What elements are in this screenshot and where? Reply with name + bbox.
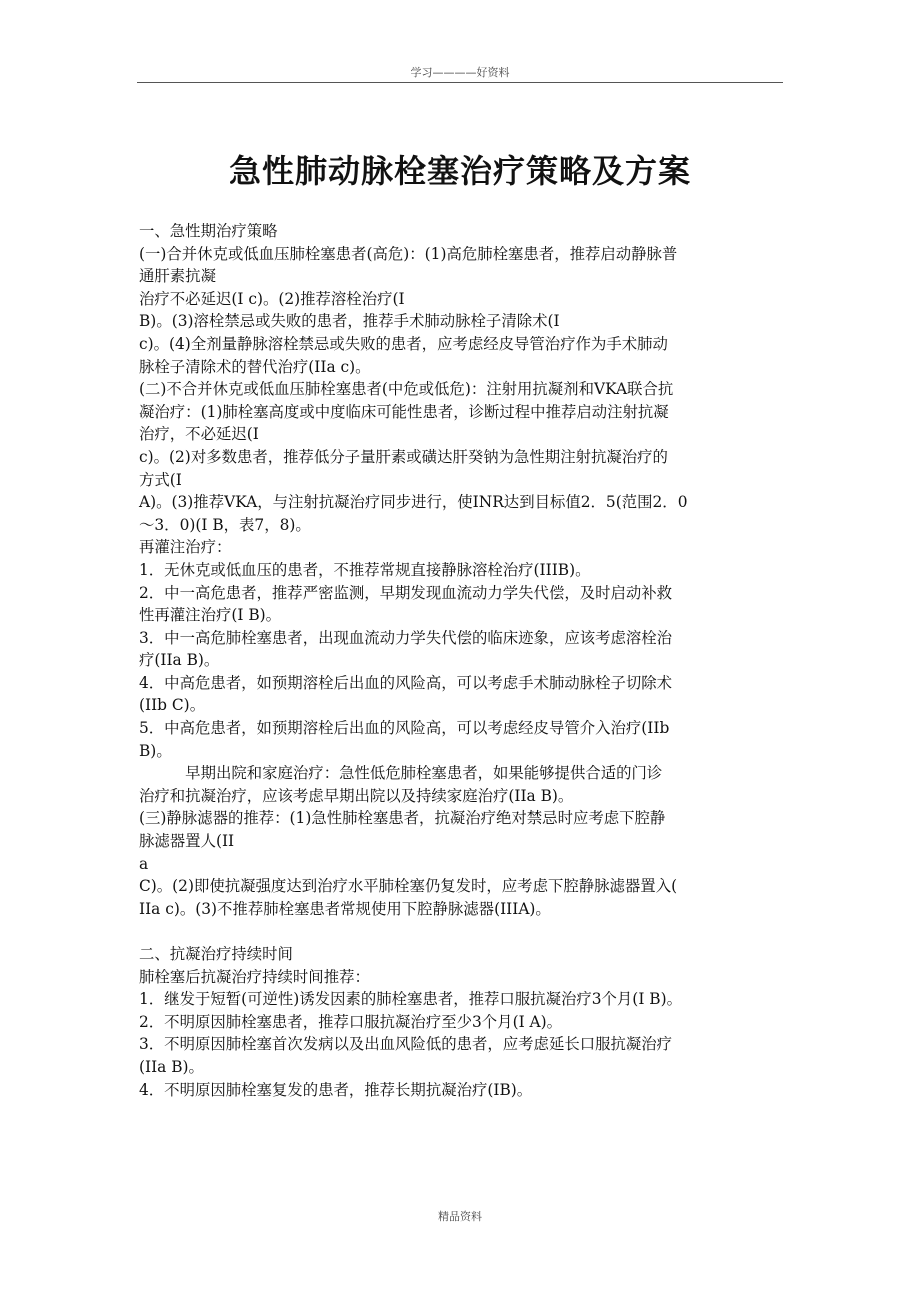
body-line: 1．继发于短暂(可逆性)诱发因素的肺栓塞患者，推荐口服抗凝治疗3个月(I B)。 <box>139 990 682 1009</box>
body-line: B)。(3)溶栓禁忌或失败的患者，推荐手术肺动脉栓子清除术(I <box>139 312 560 331</box>
body-line: 1．无休克或低血压的患者，不推荐常规直接静脉溶栓治疗(IIIB)。 <box>139 560 591 579</box>
body-line: 早期出院和家庭治疗：急性低危肺栓塞患者，如果能够提供合适的门诊 <box>139 764 663 783</box>
body-line: A)。(3)推荐VKA，与注射抗凝治疗同步进行，使INR达到目标值2．5(范围2．0 <box>139 493 688 512</box>
body-line: 脉栓子清除术的替代治疗(IIa c)。 <box>139 357 371 376</box>
body-line: a <box>139 854 149 873</box>
body-line: (一)合并休克或低血压肺栓塞患者(高危)：(1)高危肺栓塞患者，推荐启动静脉普 <box>139 244 678 263</box>
document-title: 急性肺动脉栓塞治疗策略及方案 <box>228 152 691 190</box>
body-line: 一、急性期治疗策略 <box>139 222 278 240</box>
body-line: 2．不明原因肺栓塞患者，推荐口服抗凝治疗至少3个月(I A)。 <box>139 1012 563 1031</box>
page-header: 学习————好资料 <box>137 64 783 83</box>
body-line: 治疗和抗凝治疗，应该考虑早期出院以及持续家庭治疗(IIa B)。 <box>139 786 574 805</box>
body-line: B)。 <box>139 741 172 760</box>
body-line: 4．不明原因肺栓塞复发的患者，推荐长期抗凝治疗(IB)。 <box>139 1080 533 1099</box>
body-line: 二、抗凝治疗持续时间 <box>139 945 293 963</box>
body-line: 通肝素抗凝 <box>139 267 216 286</box>
body-line: 4．中高危患者，如预期溶栓后出血的风险高，可以考虑手术肺动脉栓子切除术 <box>139 673 673 692</box>
body-line: c)。(4)全剂量静脉溶栓禁忌或失败的患者，应考虑经皮导管治疗作为手术肺动 <box>139 334 668 353</box>
body-line: 脉滤器置人(II <box>139 832 235 851</box>
body-line: 治疗，不必延迟(I <box>139 425 259 444</box>
body-line: 3．不明原因肺栓塞首次发病以及出血风险低的患者，应考虑延长口服抗凝治疗 <box>139 1035 673 1054</box>
body-line: (IIa B)。 <box>139 1057 204 1076</box>
body-line: 3．中一高危肺栓塞患者，出现血流动力学失代偿的临床迹象，应该考虑溶栓治 <box>139 628 673 647</box>
body-line: 再灌注治疗： <box>139 538 232 557</box>
body-line: (IIb C)。 <box>139 696 206 715</box>
body-line <box>139 920 784 943</box>
body-line: 肺栓塞后抗凝治疗持续时间推荐： <box>139 967 370 986</box>
body-line: C)。(2)即使抗凝强度达到治疗水平肺栓塞仍复发时，应考虑下腔静脉滤器置入( <box>139 877 678 896</box>
body-line: 治疗不必延迟(I c)。(2)推荐溶栓治疗(I <box>139 289 405 308</box>
body-line: 2．中一高危患者，推荐严密监测，早期发现血流动力学失代偿，及时启动补救 <box>139 583 673 602</box>
body-line: 方式(I <box>139 470 182 489</box>
body-line: 性再灌注治疗(I B)。 <box>139 606 282 625</box>
body-line: c)。(2)对多数患者，推荐低分子量肝素或磺达肝癸钠为急性期注射抗凝治疗的 <box>139 447 668 466</box>
body-line: 5．中高危患者，如预期溶栓后出血的风险高，可以考虑经皮导管介入治疗(IIb <box>139 719 670 738</box>
body-line: 凝治疗：(1)肺栓塞高度或中度临床可能性患者，诊断过程中推荐启动注射抗凝 <box>139 402 669 421</box>
body-line: ～3．0)(I B，表7，8)。 <box>139 515 311 534</box>
body-line: (三)静脉滤器的推荐：(1)急性肺栓塞患者，抗凝治疗绝对禁忌时应考虑下腔静 <box>139 809 666 828</box>
body-line: (二)不合并休克或低血压肺栓塞患者(中危或低危)：注射用抗凝剂和VKA联合抗 <box>139 380 674 399</box>
document-body <box>139 220 784 1101</box>
page-footer: 精品资料 <box>438 1210 482 1223</box>
body-line: IIa c)。(3)不推荐肺栓塞患者常规使用下腔静脉滤器(IIIA)。 <box>139 899 551 918</box>
body-line: 疗(IIa B)。 <box>139 651 220 670</box>
